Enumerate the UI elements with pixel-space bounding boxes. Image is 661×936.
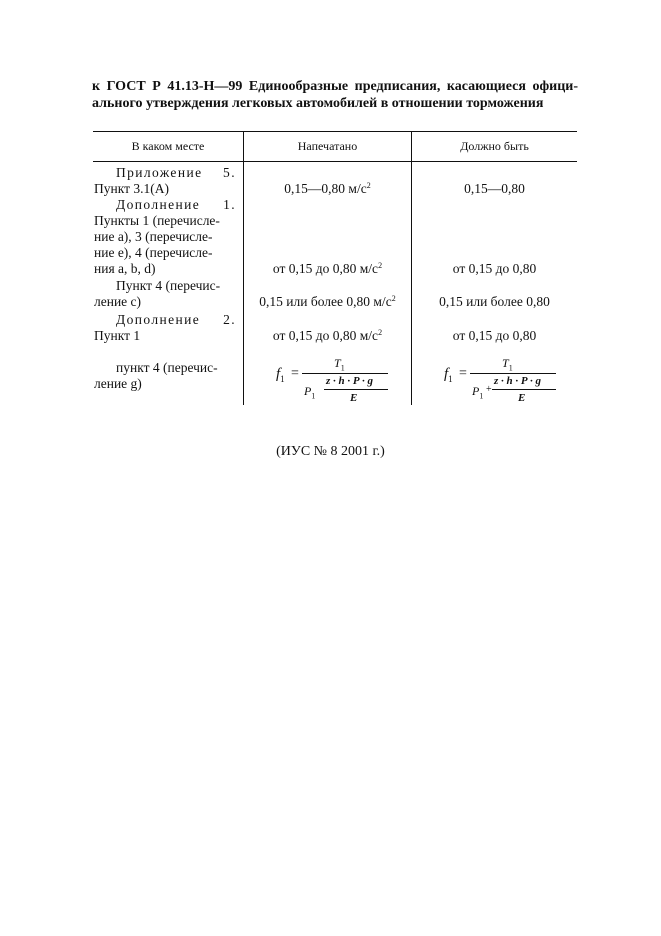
place-line: пункт 4 (перечис- xyxy=(116,360,218,375)
formula-inner-denominator: E xyxy=(350,392,358,404)
place-line: ние а), 3 (перечисле- xyxy=(94,229,213,244)
place-line: Пункты 1 (перечисле- xyxy=(94,213,220,228)
formula-equals: = xyxy=(459,366,467,381)
formula-lhs: $f_1$ xyxy=(276,366,285,384)
place-line: ния а, b, d) xyxy=(94,261,156,276)
formula-denominator-p: $P_1$ xyxy=(472,384,484,401)
place-line: Пункт 3.1(А) xyxy=(94,181,169,196)
formula-numerator: $T_1$ xyxy=(334,356,345,373)
printed-value: 0,15 или более 0,80 $м/с^2$ xyxy=(259,294,396,309)
place-line: ление g) xyxy=(94,376,142,391)
place-line: Дополнение 1. xyxy=(116,197,236,212)
footer-note: (ИУС № 8 2001 г.) xyxy=(276,444,385,459)
formula-inner-numerator: z · h · P · g xyxy=(326,375,373,387)
formula-denominator-p: $P_1$ xyxy=(304,384,316,401)
place-line: Пункт 4 (перечис- xyxy=(116,278,221,293)
formula-printed xyxy=(276,356,396,406)
formula-inner-numerator: z · h · P · g xyxy=(494,375,541,387)
place-line: Дополнение 2. xyxy=(116,312,236,327)
correct-value: от 0,15 до 0,80 xyxy=(452,261,537,276)
place-line: ление с) xyxy=(94,294,142,309)
header-where: В каком месте xyxy=(131,139,205,153)
fraction-bar xyxy=(302,373,388,374)
fraction-bar xyxy=(470,373,556,374)
formula-lhs: $f_1$ xyxy=(444,366,453,384)
place-line: ние е), 4 (перечисле- xyxy=(94,245,213,260)
table-header-rule xyxy=(93,161,577,162)
formula-correct xyxy=(444,356,564,406)
page-title xyxy=(92,78,578,112)
place-line: Пункт 1 xyxy=(94,328,141,343)
header-should-be: Должно быть xyxy=(460,139,529,153)
place-line: Приложение 5. xyxy=(116,165,236,180)
printed-value: 0,15—0,80 $м/с^2$ xyxy=(284,181,371,196)
title-line-2: ального утверждения легковых автомобилей в отношении торможения xyxy=(92,96,544,111)
fraction-bar xyxy=(324,389,388,390)
correct-value: от 0,15 до 0,80 xyxy=(452,328,537,343)
printed-value: от 0,15 до 0,80 $м/с^2$ xyxy=(272,261,383,276)
correct-value: 0,15 или более 0,80 xyxy=(439,294,550,309)
formula-operator: + xyxy=(486,384,492,395)
printed-value: от 0,15 до 0,80 $м/с^2$ xyxy=(272,328,383,343)
formula-equals: = xyxy=(291,366,299,381)
title-line-1: к ГОСТ Р 41.13-Н—99 Единообразные предписания, касающиеся офици- xyxy=(92,79,578,94)
header-printed: Напечатано xyxy=(297,139,358,153)
formula-numerator: $T_1$ xyxy=(502,356,513,373)
formula-inner-denominator: E xyxy=(518,392,526,404)
correct-value: 0,15—0,80 xyxy=(464,181,525,196)
fraction-bar xyxy=(492,389,556,390)
